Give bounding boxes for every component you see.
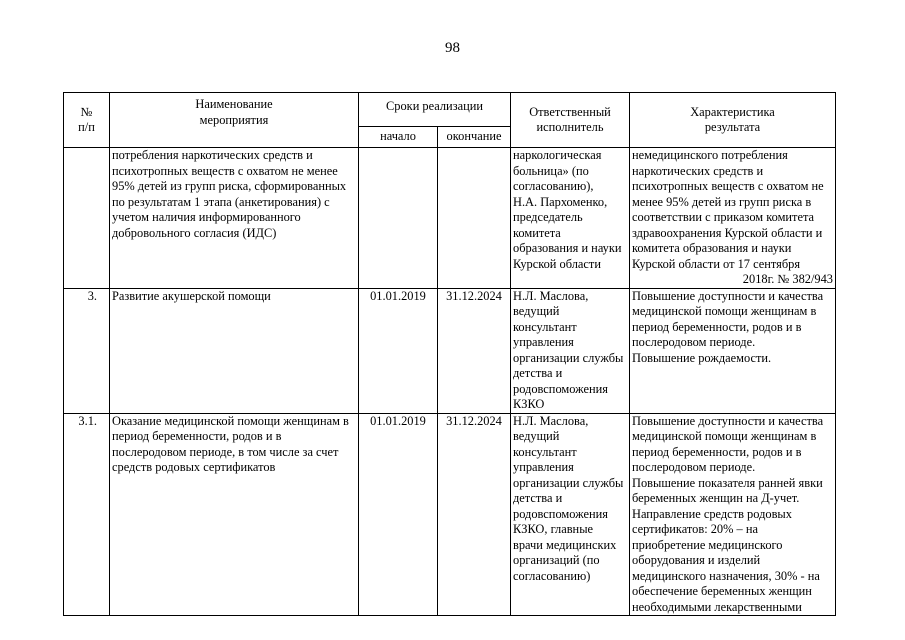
header-result-line2: результата (704, 120, 761, 134)
header-end: окончание (438, 127, 511, 148)
text-line: председатель (513, 210, 583, 224)
row-name (110, 413, 359, 616)
header-deadlines: Сроки реализации (359, 93, 511, 127)
header-responsible (511, 93, 630, 148)
text-line: консультант (513, 319, 577, 334)
text-line: согласованию) (513, 568, 591, 583)
measures-table (63, 92, 836, 616)
text-line: врачи медицинских (513, 537, 617, 552)
row-result (630, 148, 836, 289)
text-line: соответствии с приказом комитета (632, 210, 815, 224)
text-line: послеродовом периоде. (632, 335, 756, 349)
text-line: послеродовом периоде, в том числе за счет (112, 444, 339, 459)
text-line: консультант (513, 444, 577, 459)
row-end (438, 148, 511, 289)
text-line: родовспоможения (513, 506, 608, 521)
header-name-line1: Наименование (195, 97, 273, 111)
header-result (630, 93, 836, 148)
page-number: 98 (445, 40, 460, 56)
text-line: образования и науки (513, 241, 622, 255)
text-line: потребления наркотических средств и (112, 148, 313, 162)
text-line: ведущий (513, 304, 560, 318)
text-line: медицинского назначения, 30% - на (632, 568, 820, 583)
text-line: беременных женщин на Д-учет. (632, 491, 800, 505)
text-line: родовспоможения (513, 381, 608, 396)
text-line: ведущий (513, 429, 560, 443)
text-line: психотропных веществ с охватом не (632, 179, 824, 193)
text-line: период беременности, родов и в (632, 444, 802, 459)
text-line: необходимыми лекарственными (632, 599, 802, 614)
row-start (359, 148, 438, 289)
text-line: оборудования и изделий (632, 553, 761, 567)
header-result-line1: Характеристика (690, 104, 775, 119)
text-line: период беременности, родов и в (112, 429, 282, 443)
text-line: 95% детей из групп риска, сформированных (112, 179, 347, 193)
text-line: психотропных веществ с охватом не менее (112, 163, 338, 178)
text-line: Н.Л. Маслова, (513, 413, 589, 428)
text-line: Курской области от 17 сентября (632, 256, 801, 271)
text-line: 2018г. № 382/943 (742, 272, 833, 286)
row-result (630, 413, 836, 616)
row-name (110, 148, 359, 289)
header-num-line2: п/п (78, 120, 95, 134)
text-line: комитета (513, 225, 561, 240)
header-responsible-line1: Ответственный (529, 104, 611, 119)
text-line: наркотических средств и (632, 163, 764, 178)
text-line: менее 95% детей из групп риска в (632, 194, 812, 209)
text-line: организаций (по (513, 553, 600, 567)
row-name (110, 288, 359, 413)
text-line: организации службы (513, 350, 624, 365)
text-line: наркологическая (513, 148, 602, 162)
header-responsible-line2: исполнитель (536, 120, 604, 134)
row-num (64, 148, 110, 289)
text-line: Курской области (513, 256, 601, 271)
text-line: Развитие акушерской помощи (112, 288, 271, 303)
row-end: 31.12.2024 (438, 288, 511, 413)
text-line: Н.Л. Маслова, (513, 288, 589, 303)
text-line: здравоохранения Курской области и (632, 225, 823, 240)
header-num-line1: № (80, 104, 93, 119)
table-row (64, 413, 836, 616)
row-start: 01.01.2019 (359, 288, 438, 413)
row-num: 3.1. (64, 413, 110, 616)
text-line: медицинской помощи женщинам в (632, 429, 817, 443)
text-line: Повышение доступности и качества (632, 288, 824, 303)
row-start: 01.01.2019 (359, 413, 438, 616)
text-line: Направление средств родовых (632, 506, 792, 521)
table-row (64, 148, 836, 289)
text-line: Повышение рождаемости. (632, 350, 772, 365)
text-line: детства и (513, 491, 563, 505)
text-line: управления (513, 335, 574, 349)
text-line: Повышение показателя ранней явки (632, 475, 823, 490)
row-responsible (511, 148, 630, 289)
text-line: КЗКО, главные (513, 522, 594, 536)
text-line: детства и (513, 366, 563, 380)
row-responsible (511, 413, 630, 616)
text-line: комитета образования и науки (632, 241, 792, 255)
text-line: период беременности, родов и в (632, 319, 802, 334)
table-row (64, 288, 836, 413)
text-line: немедицинского потребления (632, 148, 788, 162)
text-line: Повышение доступности и качества (632, 413, 824, 428)
header-num (64, 93, 110, 148)
text-line: приобретение медицинского (632, 537, 783, 552)
header-name (110, 93, 359, 148)
text-line: средств родовых сертификатов (112, 460, 276, 474)
text-line: послеродовом периоде. (632, 460, 756, 474)
text-line: сертификатов: 20% – на (632, 522, 758, 536)
text-line: согласованию), (513, 179, 594, 193)
header-start: начало (359, 127, 438, 148)
text-line: по результатам 1 этапа (анкетирования) с (112, 194, 330, 209)
text-line: Оказание медицинской помощи женщинам в (112, 413, 349, 428)
text-line: организации службы (513, 475, 624, 490)
text-line: КЗКО (513, 397, 545, 411)
text-line: управления (513, 460, 574, 474)
row-num: 3. (64, 288, 110, 413)
text-line: Н.А. Пархоменко, (513, 194, 608, 209)
text-line: обеспечение беременных женщин (632, 584, 812, 598)
table-header (64, 93, 836, 148)
text-line: медицинской помощи женщинам в (632, 304, 817, 318)
text-line: добровольного согласия (ИДС) (112, 225, 277, 240)
row-result (630, 288, 836, 413)
row-responsible (511, 288, 630, 413)
row-end: 31.12.2024 (438, 413, 511, 616)
header-name-line2: мероприятия (199, 112, 269, 127)
text-line: больница» (по (513, 163, 589, 178)
text-line: учетом наличия информированного (112, 210, 301, 224)
